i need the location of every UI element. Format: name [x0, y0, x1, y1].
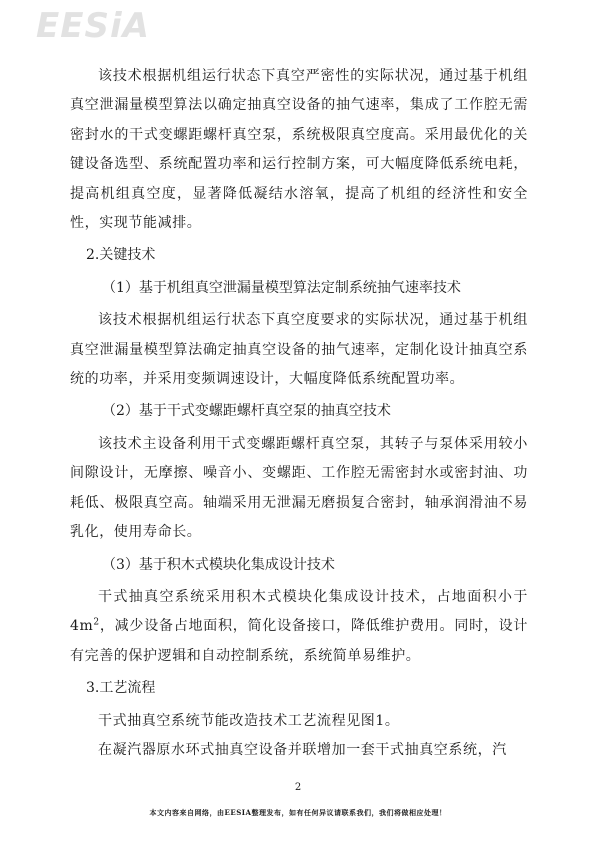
process-flow-paragraph-2: 在凝汽器原水环式抽真空设备并联增加一套干式抽真空系统，汽 [98, 741, 507, 758]
subsection-2-paragraph: 该技术主设备利用干式变螺距螺杆真空泵，其转子与泵体采用较小间隙设计，无摩擦、噪音小、变螺距、工作腔无需密封水或密封油、功耗低、极限真空高。轴端采用无泄漏无磨损复合密封，轴承润滑油不易乳化，使用寿命长。 [70, 435, 528, 541]
document-body [70, 62, 528, 765]
subsection-heading-1: （1）基于机组真空泄漏量模型算法定制系统抽气速率技术 [102, 279, 461, 296]
page-number: 2 [294, 782, 302, 793]
eesia-logo: EESiA [36, 6, 150, 46]
subsection-heading-2: （2）基于干式变螺距螺杆真空泵的抽真空技术 [102, 403, 391, 420]
subsection-1-paragraph: 该技术根据机组运行状态下真空度要求的实际状况，通过基于机组真空泄漏量模型算法确定抽真空设备的抽气速率，定制化设计抽真空系统的功率，并采用变频调速设计，大幅度降低系统配置功率。 [70, 312, 528, 388]
intro-paragraph: 该技术根据机组运行状态下真空严密性的实际状况，通过基于机组真空泄漏量模型算法以确定抽真空设备的抽气速率，集成了工作腔无需密封水的干式变螺距螺杆真空泵，系统极限真空度高。采用最优化的关键设备选型、系统配置功率和运行控制方案，可大幅度降低系统电耗，提高机组真空度，显著降低凝结水溶氧，提高了机组的经济性和安全性，实现节能减排。 [70, 68, 528, 232]
subsection-3-text-a: 干式抽真空系统采用积木式模块化集成设计技术，占地面积小于4m [70, 588, 528, 635]
process-flow-paragraph: 干式抽真空系统节能改造技术工艺流程见图1。 [98, 712, 400, 729]
superscript-2: 2 [93, 617, 100, 628]
section-heading-process-flow: 3.工艺流程 [86, 680, 156, 697]
subsection-3-paragraph [70, 583, 528, 671]
subsection-heading-3: （3）基于积木式模块化集成设计技术 [102, 556, 335, 573]
footer-disclaimer: 本文内容来自网络，由EESIA整理发布，如有任何异议请联系我们，我们将做相应处理！ [149, 808, 447, 817]
subsection-3-text-b: ，减少设备占地面积，简化设备接口，降低维护费用。同时，设计有完善的保护逻辑和自动控制系统，系统简单易维护。 [70, 618, 528, 664]
section-heading-key-technology: 2.关键技术 [86, 247, 156, 264]
